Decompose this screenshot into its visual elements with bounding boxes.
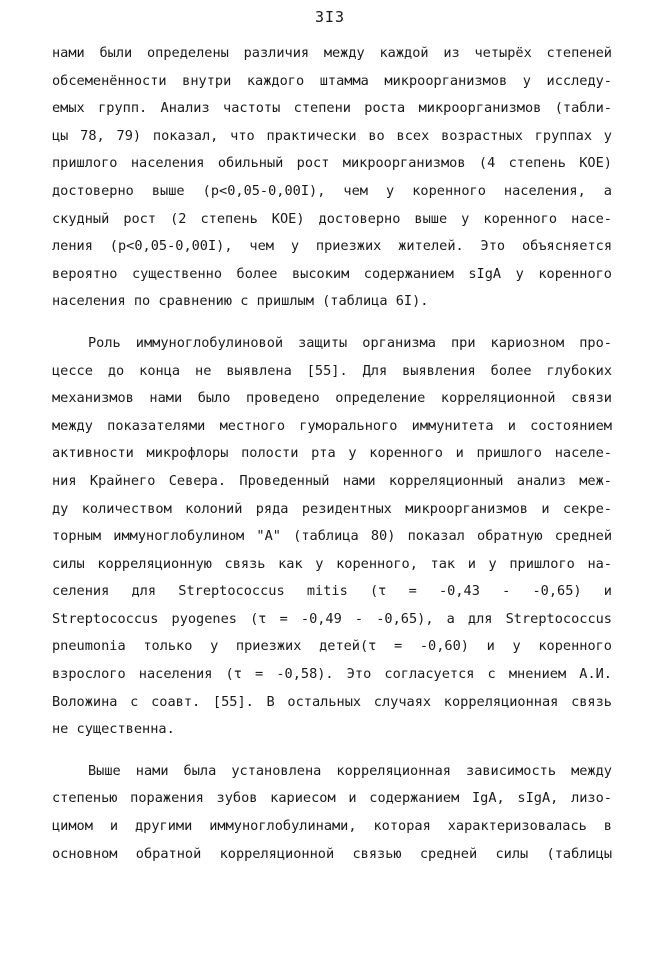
text-line: нами были определены различия между каждой из четырёх степеней — [52, 45, 612, 61]
text-line: цессе до конца не выявлена [55]. Для выявления более глубоких — [52, 362, 612, 379]
text-line: ду количеством колоний ряда резидентных микроорганизмов и секре- — [52, 500, 612, 517]
text-line: цы 78, 79) показал, что практически во всех возрастных группах у — [52, 127, 612, 144]
text-line: вероятно существенно более высоким содержанием sIgA у коренного — [52, 265, 612, 282]
text-line: торным иммуноглобулином "А" (таблица 80) показал обратную средней — [52, 528, 612, 545]
text-line: ния Крайнего Севера. Проведенный нами корреляционный анализ меж- — [52, 472, 612, 489]
text-line: pneumonia только у приезжих детей(τ = -0,60) и у коренного — [52, 638, 612, 655]
text-line: скудный рост (2 степень КОЕ) достоверно выше у коренного насе- — [52, 210, 612, 227]
text-line: между показателями местного гуморального иммунитета и состоянием — [52, 417, 612, 434]
text-line: основном обратной корреляционной связью средней силы (таблицы — [52, 845, 612, 862]
text-line: Роль иммуноглобулиновой защиты организма при кариозном про- — [88, 334, 612, 351]
text-line: емых групп. Анализ частоты степени роста микроорганизмов (табли- — [52, 100, 612, 117]
text-line: цимом и другими иммуноглобулинами, которая характеризовалась в — [52, 818, 612, 835]
text-line: достоверно выше (р<0,05-0,00I), чем у коренного населения, а — [52, 182, 612, 199]
text-line: Выше нами была установлена корреляционная зависимость между — [88, 762, 612, 779]
text-line: степенью поражения зубов кариесом и содержанием IgA, sIgA, лизо- — [52, 790, 612, 807]
text-line: Воложина с соавт. [55]. В остальных случаях корреляционная связь — [52, 693, 612, 710]
text-line: активности микрофлоры полости рта у коренного и пришлого населе- — [52, 445, 612, 462]
text-line: Streptococcus pyogenes (τ = -0,49 - -0,65), а для Streptococcus — [52, 610, 612, 627]
text-line: обсеменённости внутри каждого штамма микроорганизмов у исследу- — [52, 72, 612, 89]
body-text — [52, 40, 612, 868]
text-line: селения для Streptococcus mitis (τ = -0,43 - -0,65) и — [52, 583, 612, 600]
text-line: пришлого населения обильный рост микроорганизмов (4 степень КОЕ) — [52, 155, 612, 172]
page-number: 3I3 — [314, 8, 346, 26]
text-line: силы корреляционную связь как у коренного, так и у пришлого на- — [52, 555, 612, 572]
text-line: ления (р<0,05-0,00I), чем у приезжих жителей. Это объясняется — [52, 238, 612, 255]
text-line: не существенна. — [52, 721, 175, 738]
text-line: населения по сравнению с пришлым (таблица 6I). — [52, 293, 429, 310]
text-line: механизмов нами было проведено определение корреляционной связи — [52, 390, 612, 407]
text-line: взрослого населения (τ = -0,58). Это согласуется с мнением А.И. — [52, 666, 612, 683]
